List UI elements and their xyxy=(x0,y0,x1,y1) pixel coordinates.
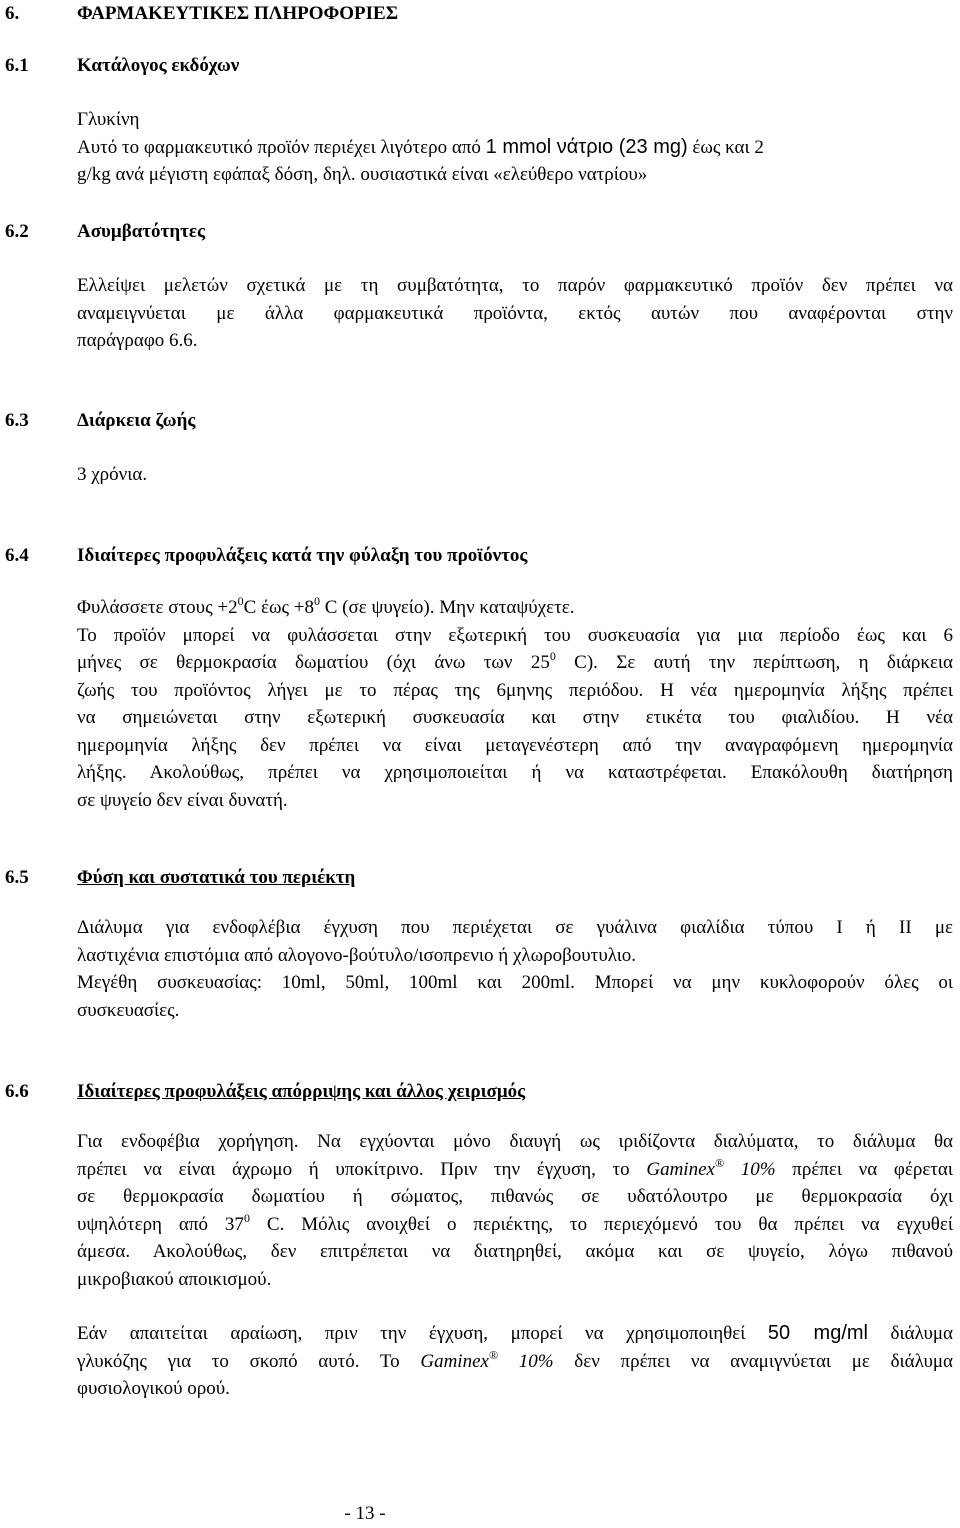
section-title: Διάρκεια ζωής xyxy=(77,410,196,431)
section-title: Κατάλογος εκδόχων xyxy=(77,55,240,76)
section-number: 6.4 xyxy=(5,545,29,566)
text-line: παράγραφο 6.6. xyxy=(77,330,198,351)
text-line: σε ψυγείο δεν είναι δυνατή. xyxy=(77,789,288,811)
text-line: Αυτό το φαρμακευτικό προϊόν περιέχει λιγότερο από 1 mmol νάτριο (23 mg) έως και 2 xyxy=(77,135,764,158)
text-line: σε θερμοκρασία δωματίου ή σώματος, πιθανώς σε υδατόλουτρο με θερμοκρασία όχι xyxy=(77,1186,953,1207)
section-title: Ιδιαίτερες προφυλάξεις κατά την φύλαξη του προϊόντος xyxy=(77,545,528,566)
text-line: άμεσα. Ακολούθως, δεν επιτρέπεται να διατηρηθεί, ακόμα και σε ψυγείο, λόγω πιθανού xyxy=(77,1241,953,1262)
section-number: 6.1 xyxy=(5,55,29,76)
section-title: Ιδιαίτερες προφυλάξεις απόρριψης και άλλος χειρισμός xyxy=(77,1081,526,1102)
text-line: Μεγέθη συσκευασίας: 10ml, 50ml, 100ml και 200ml. Μπορεί να μην κυκλοφορούν όλες οι xyxy=(77,972,953,993)
disposal-paragraph xyxy=(77,1128,953,1293)
text-line: Γλυκίνη xyxy=(77,109,140,130)
text-line: υψηλότερη από $37^0$ C. Μόλις ανοιχθεί ο περιέκτης, το περιεχόμενό του θα πρέπει να εγχυθεί xyxy=(77,1210,953,1235)
excipients-paragraph xyxy=(77,106,953,189)
product-name: Gaminex xyxy=(646,1158,715,1180)
shelf-life-text: 3 χρόνια. xyxy=(77,464,148,485)
dilution-paragraph xyxy=(77,1320,953,1403)
text-line: Φυλάσσετε $\sigma\tau o\upsilon\varsigma +2^0C$ $έ\omega\varsigma +8^0$ C (σε ψυγείο). Μην καταψύχετε. xyxy=(77,594,575,618)
section-number: 6. xyxy=(5,3,20,24)
section-title: ΦΑΡΜΑΚΕΥΤΙΚΕΣ ΠΛΗΡΟΦΟΡΙΕΣ xyxy=(77,3,399,24)
text-line: μικροβιακού αποικισμού. xyxy=(77,1268,272,1290)
text-line: να σημειώνεται στην εξωτερική συσκευασία και στην ετικέτα του φιαλιδίου. Η νέα xyxy=(77,707,953,728)
text-line: φυσιολογικού ορού. xyxy=(77,1378,230,1399)
text-line: αναμειγνύεται με άλλα φαρμακευτικά προϊόντα, εκτός αυτών που αναφέρονται στην xyxy=(77,302,953,324)
text-line: γλυκόζης για το σκοπό αυτό. Το Gaminex® 10% δεν πρέπει να αναμιγνύεται με διάλυμα xyxy=(77,1347,954,1372)
section-number: 6.2 xyxy=(5,221,29,242)
page-number: - 13 - xyxy=(344,1503,386,1524)
section-title: Ασυμβατότητες xyxy=(77,221,205,242)
incompatibilities-paragraph xyxy=(77,272,953,355)
text-line: Το προϊόν μπορεί να φυλάσσεται στην εξωτερική του συσκευασία για μια περίοδο έως και 6 xyxy=(77,624,953,646)
product-name: Gaminex xyxy=(420,1350,489,1372)
section-number: 6.3 xyxy=(5,410,29,431)
text-line: Ελλείψει μελετών σχετικά με τη συμβατότητα, το παρόν φαρμακευτικό προϊόν δεν πρέπει να xyxy=(77,275,953,296)
text-line: g/kg ανά μέγιστη εφάπαξ δόση, δηλ. ουσιαστικά είναι «ελεύθερο νατρίου» xyxy=(77,164,648,185)
storage-paragraph xyxy=(77,594,953,814)
text-line: Εάν απαιτείται αραίωση, πριν την έγχυση, μπορεί να χρησιμοποιηθεί 50 mg/ml διάλυμα xyxy=(77,1322,953,1344)
text-line: πρέπει να είναι άχρωμο ή υποκίτρινο. Πριν την έγχυση, το Gaminex® 10% πρέπει να φέρεται xyxy=(77,1155,953,1180)
text-line: Για ενδοφέβια χορήγηση. Να εγχύονται μόνο διαυγή ως ιριδίζοντα διαλύματα, το διάλυμα θα xyxy=(77,1131,953,1152)
text-line: ημερομηνία λήξης δεν πρέπει να είναι μεταγενέστερη από την αναγραφόμενη ημερομηνία xyxy=(77,734,953,756)
text-line: λήξης. Ακολούθως, πρέπει να χρησιμοποιείται ή να καταστρέφεται. Επακόλουθη διατήρηση xyxy=(77,762,953,783)
text-line: Διάλυμα για ενδοφλέβια έγχυση που περιέχεται σε γυάλινα φιαλίδια τύπου I ή II με xyxy=(77,917,953,938)
section-number: 6.5 xyxy=(5,867,29,888)
text-line: λαστιχένια επιστόμια από αλογονο-βούτυλο/ισοπρενιο ή χλωροβουτυλιο. xyxy=(77,944,637,966)
container-paragraph xyxy=(77,914,953,1024)
section-number: 6.6 xyxy=(5,1081,29,1102)
section-title: Φύση και συστατικά του περιέκτη xyxy=(77,867,356,888)
text-line: ζωής του προϊόντος λήγει με το πέρας της 6μηνης περιόδου. Η νέα ημερομηνία λήξης πρέπει xyxy=(77,679,953,701)
text-line: συσκευασίες. xyxy=(77,999,180,1021)
text-line: μήνες σε θερμοκρασία δωματίου (όχι άνω των $25^0$ C). Σε αυτή την περίπτωση, η διάρκεια xyxy=(77,649,953,673)
